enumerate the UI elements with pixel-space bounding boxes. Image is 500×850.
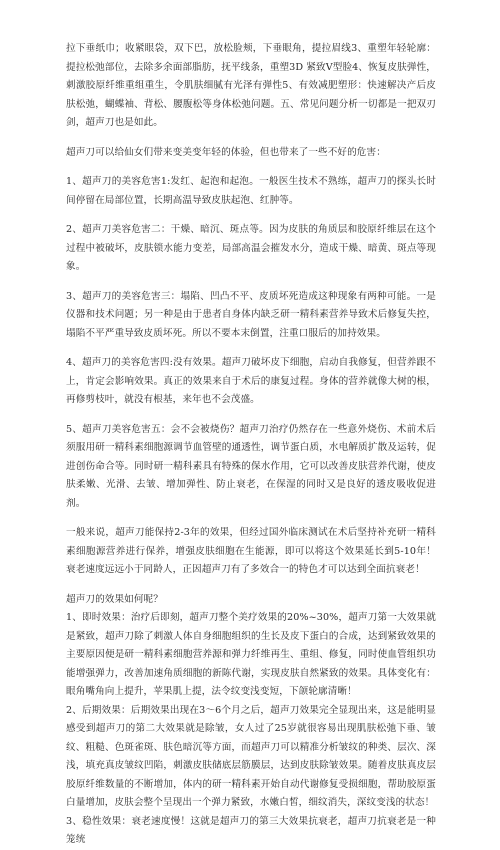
harm-2-paragraph: 2、超声刀美容危害二：干燥、暗沉、斑点等。因为皮肤的角质层和胶原纤维层在这个过程中被破坏，皮肤锁水能力变差，局部高温会摧发水分，造成干燥、暗黄、斑点等现象。 (66, 224, 436, 272)
effect-1-paragraph: 1、即时效果：治疗后即刻，超声刀整个美疗效果的20%~30%，超声刀第一大效果就是紧致，超声刀除了刺激人体自身细胞组织的生长及皮下蛋白的合成，达到紧致效果的主要原因便是研一精科素细胞营养源和弹力纤维再生、重组、修复，同时使血管组织功能增强弹力，改善加速角质细胞的新陈代谢，实现皮肤自然紧致的效果。具体变化有：眼角嘴角向上提升，苹果肌上提，法令纹变浅变短，下颌轮廓清晰！ (66, 612, 436, 697)
harm-1-paragraph: 1、超声刀的美容危害1:发红、起泡和起泡。一般医生技术不熟练，超声刀的探头长时间停留在局部位置，长期高温导致皮肤起泡、红肿等。 (66, 176, 436, 206)
spacer (66, 343, 436, 354)
intro-paragraph: 拉下垂纸巾；收紧眼袋，双下巴，放松脸颊，下垂眼角，提拉眉线3、重塑年轻轮廓：提拉松弛部位，去除多余面部脂肪，抚平线条，重塑3D 紧致V型脸4、恢复皮肤弹性，刺激胶原纤维重组重生，令肌肤细腻有光泽有弹性5、有效减肥塑形：快速解决产后皮肤松弛，蝴蝶袖、背松、腰腹松等身体松弛问题。五、常见问题分析一切都是一把双刃剑，超声刀也是如此。 (66, 43, 436, 128)
spacer (66, 513, 436, 524)
document-body (66, 40, 436, 850)
spacer (66, 277, 436, 288)
effect-general-paragraph: 一般来说，超声刀能保持2-3年的效果，但经过国外临床测试在术后坚持补充研一精科素细胞源营养进行保养，增强皮肤细胞在生能源，即可以将这个效果延长到5-10年！衰老速度远远小于同龄人，正因超声刀有了多效合一的特色才可以达到全面抗衰老！ (66, 527, 436, 575)
spacer (66, 162, 436, 173)
spacer (66, 210, 436, 221)
effect-3-paragraph: 3、稳性效果：衰老速度慢！这就是超声刀的第三大效果抗衰老，超声刀抗衰老是一种笼统 (66, 815, 436, 845)
harm-intro-paragraph: 超声刀可以给仙女们带来变美变年轻的体验，但也带来了一些不好的危害： (66, 146, 386, 158)
spacer (66, 410, 436, 421)
harm-4-paragraph: 4、超声刀的美容危害四:没有效果。超声刀破坏皮下细胞，启动自我修复，但营养跟不上，肯定会影响效果。真正的效果来自于术后的康复过程。身体的营养就像大树的根，再修剪枝叶，就没有根基，来年也不会茂盛。 (66, 357, 436, 405)
spacer (66, 580, 436, 591)
effect-question-heading: 超声刀的效果如何呢？ (66, 593, 163, 605)
harm-5-paragraph: 5、超声刀美容危害五：会不会被烧伤？超声刀治疗仍然存在一些意外烧伤、术前术后须服用研一精科素细胞源调节血管壁的通透性，调节蛋白质，水电解质扩散及运转，促进创伤命合等。同时研一精科素具有特殊的保水作用，它可以改善皮肤营养代谢，使皮肤柔嫩、光滑、去皱、增加弹性、防止衰老，在保湿的同时又是良好的透皮吸收促进剂。 (66, 423, 436, 509)
spacer (66, 133, 436, 144)
effect-2-paragraph: 2、后期效果：后期效果出现在3～6个月之后，超声刀效果完全显现出来，这是能明显感受到超声刀的第二大效果就是除皱，女人过了25岁就很容易出现肌肤松弛下垂、皱纹、粗糙、色斑雀斑、肤色暗沉等方面，而超声刀可以精准分析皱纹的种类、层次、深浅，填充真皮皱纹凹陷，刺激皮肤储底层筋膜层，达到皮肤除皱效果。随着皮肤真皮层胶原纤维数量的不断增加，体内的研一精科素开始自动代谢修复受损细胞，帮助胶原蛋白量增加，皮肤会整个呈现出一个弹力紧致，水嫩白皙，细纹消失，深纹变浅的状态！ (66, 704, 436, 808)
harm-3-paragraph: 3、超声刀的美容危害三：塌陷、凹凸不平、皮质坏死造成这种现象有两种可能。一是仪器和技术问题；另一种是由于患者自身体内缺乏研一精科素营养导致术后修复失控，塌陷不平严重导致皮质坏死。所以不要本末倒置，注重口服后的加持效果。 (66, 290, 436, 339)
